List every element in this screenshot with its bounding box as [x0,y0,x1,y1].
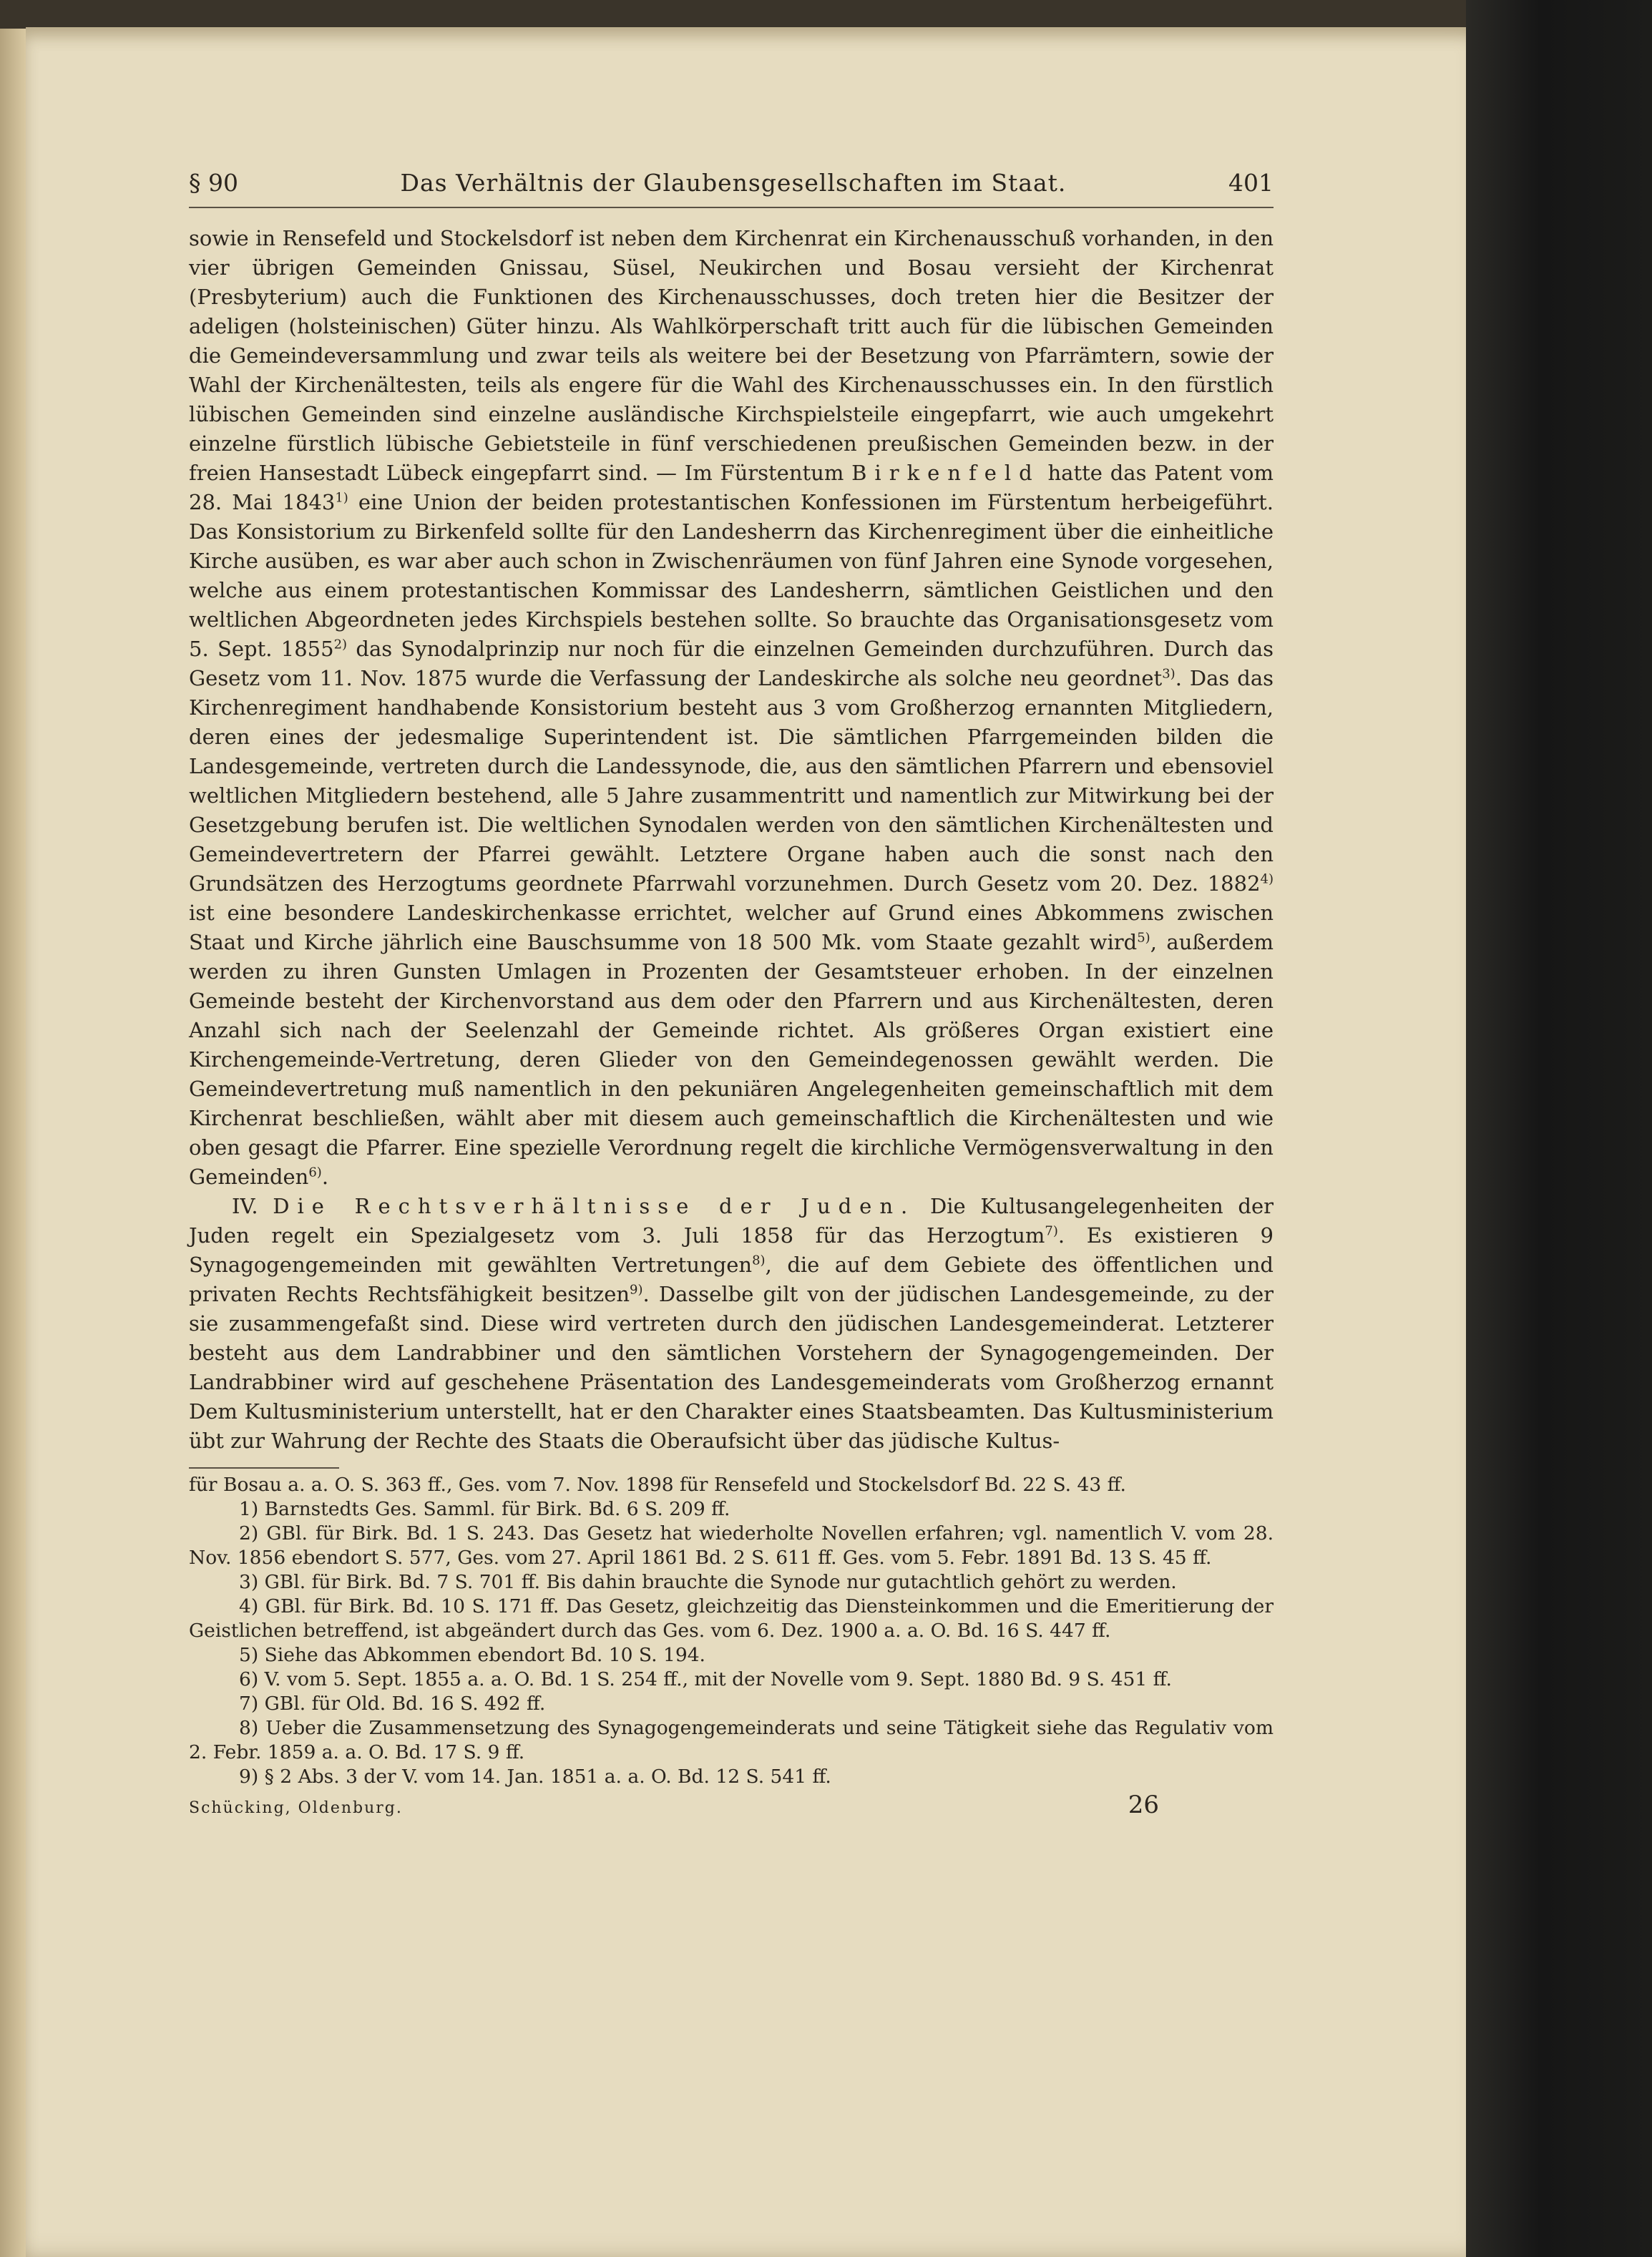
footnote-8: 8) Ueber die Zusammensetzung des Synagogengemeinderats und seine Tätigkeit siehe das Regulativ vom 2. Febr. 1859 a. a. O. Bd. 17 S. 9 ff. [189,1717,1274,1763]
footnote-ref-9: 9) [630,1282,643,1298]
footnote-1: 1) Barnstedts Ges. Samml. für Birk. Bd. 6 S. 209 ff. [239,1498,730,1520]
footnotes [189,1473,1274,1789]
footnote-continuation: für Bosau a. a. O. S. 363 ff., Ges. vom 7. Nov. 1898 für Rensefeld und Stockelsdorf Bd. 22 S. 43 ff. [189,1474,1126,1496]
footnote-ref-5: 5) [1137,930,1150,946]
footnote-9: 9) § 2 Abs. 3 der V. vom 14. Jan. 1851 a. a. O. Bd. 12 S. 541 ff. [239,1766,831,1788]
book-binding [1466,0,1652,2257]
left-page-edge [0,29,26,2257]
paragraph-jews: IV. Die Rechtsverhältnisse der Juden. Die Kultusangelegenheiten der Juden regelt ein Spezialgesetz vom 3. Juli 1858 für das Herzogtum$^{7)}$. Es existieren 9 Synagogengemeinden mit gewählten Vertretungen$^{8)}$, die auf dem Gebiete des öffentlichen und privaten Rechts Rechtsfähigkeit besitzen$^{9)}$. Dasselbe gilt von der jüdischen Landesgemeinde, zu der sie zusammengefaßt sind. Diese wird vertreten durch den jüdischen Landesgemeinderat. Letzterer besteht aus dem Landrabbiner und den sämtlichen Vorstehern der Synagogengemeinden. Der Landrabbiner wird auf geschehene Präsentation des Landesgemeinderats vom Großherzog ernannt Dem Kultusministerium unterstellt, hat er den Charakter eines Staatsbeamten. Das Kultusministerium übt zur Wahrung der Rechte des Staats die Oberaufsicht über das jüdische Kultus- [189,1194,1274,1453]
page-footer [189,1791,1274,1819]
footnote-divider [189,1467,339,1469]
footnote-ref-8: 8) [752,1253,766,1268]
page-number: 401 [1228,169,1274,197]
paragraph-lubeck-birkenfeld: sowie in Rensefeld und Stockelsdorf ist neben dem Kirchenrat ein Kirchenausschuß vorhanden, in den vier übrigen Gemeinden Gnissau, Süsel, Neukirchen und Bosau versieht der Kirchenrat (Presbyterium) auch die Funktionen des Kirchenausschusses, doch treten hier die Besitzer der adeligen (holsteinischen) Güter hinzu. Als Wahlkörperschaft tritt auch für die lübischen Gemeinden die Gemeindeversammlung und zwar teils als weitere bei der Besetzung von Pfarrämtern, sowie der Wahl der Kirchenältesten, teils als engere für die Wahl des Kirchenausschusses ein. In den fürstlich lübischen Gemeinden sind einzelne ausländische Kirchspielsteile eingepfarrt, wie auch umgekehrt einzelne fürstlich lübische Gebietsteile in fünf verschiedenen preußischen Gemeinden bezw. in der freien Hansestadt Lübeck eingepfarrt sind. — Im Fürstentum Birkenfeld hatte das Patent vom 28. Mai 1843$^{1)}$ eine Union der beiden protestantischen Konfessionen im Fürstentum herbeigeführt. Das Konsistorium zu Birkenfeld sollte für den Landesherrn das Kirchenregiment über die einheitliche Kirche ausüben, es war aber auch schon in Zwischenräumen von fünf Jahren eine Synode vorgesehen, welche aus einem protestantischen Kommissar des Landesherrn, sämtlichen Geistlichen und den weltlichen Abgeordneten jedes Kirchspiels bestehen sollte. So brauchte das Organisationsgesetz vom 5. Sept. 1855$^{2)}$ das Synodalprinzip nur noch für die einzelnen Gemeinden durchzuführen. Durch das Gesetz vom 11. Nov. 1875 wurde die Verfassung der Landeskirche als solche neu geordnet$^{3)}$. Das das Kirchenregiment handhabende Konsistorium besteht aus 3 vom Großherzog ernannten Mitgliedern, deren eines der jedesmalige Superintendent ist. Die sämtlichen Pfarrgemeinden bilden die Landesgemeinde, vertreten durch die Landessynode, die, aus den sämtlichen Pfarrern und ebensoviel weltlichen Mitgliedern bestehend, alle 5 Jahre zusammentritt und namentlich zur Mitwirkung bei der Gesetzgebung berufen ist. Die weltlichen Synodalen werden von den sämtlichen Kirchenältesten und Gemeindevertretern der Pfarrei gewählt. Letztere Organe haben auch die sonst nach den Grundsätzen des Herzogtums geordnete Pfarrwahl vorzunehmen. Durch Gesetz vom 20. Dez. 1882$^{4)}$ ist eine besondere Landeskirchenkasse errichtet, welcher auf Grund eines Abkommens zwischen Staat und Kirche jährlich eine Bauschsumme von 18 500 Mk. vom Staate gezahlt wird$^{5)}$, außerdem werden zu ihren Gunsten Umlagen in Prozenten der Gesamtsteuer erhoben. In der einzelnen Gemeinde besteht der Kirchenvorstand aus dem oder den Pfarrern und aus Kirchenältesten, deren Anzahl sich nach der Seelenzahl der Gemeinde richtet. Als größeres Organ existiert eine Kirchengemeinde-Vertretung, deren Glieder von den Gemeindegenossen gewählt werden. Die Gemeindevertretung muß namentlich in den pekuniären Angelegenheiten gemeinschaftlich mit dem Kirchenrat beschließen, wählt aber mit diesem auch gemeinschaftlich die Kirchenältesten und wie oben gesagt die Pfarrer. Eine spezielle Verordnung regelt die kirchliche Vermögensverwaltung in den Gemeinden$^{6)}$. [189,226,1274,1189]
footnote-ref-1: 1) [335,490,348,506]
sheet-number: 26 [1128,1791,1159,1819]
footnote-3: 3) GBl. für Birk. Bd. 7 S. 701 ff. Bis dahin brauchte die Synode nur gutachtlich gehört zu werden. [239,1571,1177,1593]
running-title: Das Verhältnis der Glaubensgesellschaften im Staat. [400,169,1067,197]
footnote-6: 6) V. vom 5. Sept. 1855 a. a. O. Bd. 1 S. 254 ff., mit der Novelle vom 9. Sept. 1880 Bd. 9 S. 451 ff. [239,1668,1172,1690]
running-header [189,169,1274,208]
printer-signature: Schücking, Oldenburg. [189,1799,403,1817]
footnote-7: 7) GBl. für Old. Bd. 16 S. 492 ff. [239,1693,546,1715]
footnote-ref-6: 6) [308,1165,322,1180]
section-heading-jews: Die Rechtsverhältnisse der Juden. [273,1194,916,1218]
page-content [189,169,1274,1819]
footnote-ref-2: 2) [333,637,348,652]
footnote-4: 4) GBl. für Birk. Bd. 10 S. 171 ff. Das Gesetz, gleichzeitig das Diensteinkommen und die Emeritierung der Geistlichen betreffend, ist abgeändert durch das Ges. vom 6. Dez. 1900 a. a. O. Bd. 16 S. 447 ff. [189,1595,1274,1642]
footnote-ref-3: 3) [1162,666,1176,682]
spaced-term-birkenfeld: Birkenfeld [851,461,1040,485]
section-number: § 90 [189,169,238,197]
footnote-ref-4: 4) [1260,871,1274,887]
footnote-2: 2) GBl. für Birk. Bd. 1 S. 243. Das Gesetz hat wiederholte Novellen erfahren; vgl. namentlich V. vom 28. Nov. 1856 ebendort S. 577, Ges. vom 27. April 1861 Bd. 2 S. 611 ff. Ges. vom 5. Febr. 1891 Bd. 13 S. 45 ff. [189,1522,1274,1569]
main-text [189,224,1274,1456]
footnote-ref-7: 7) [1045,1223,1058,1239]
footnote-5: 5) Siehe das Abkommen ebendort Bd. 10 S. 194. [239,1644,705,1666]
